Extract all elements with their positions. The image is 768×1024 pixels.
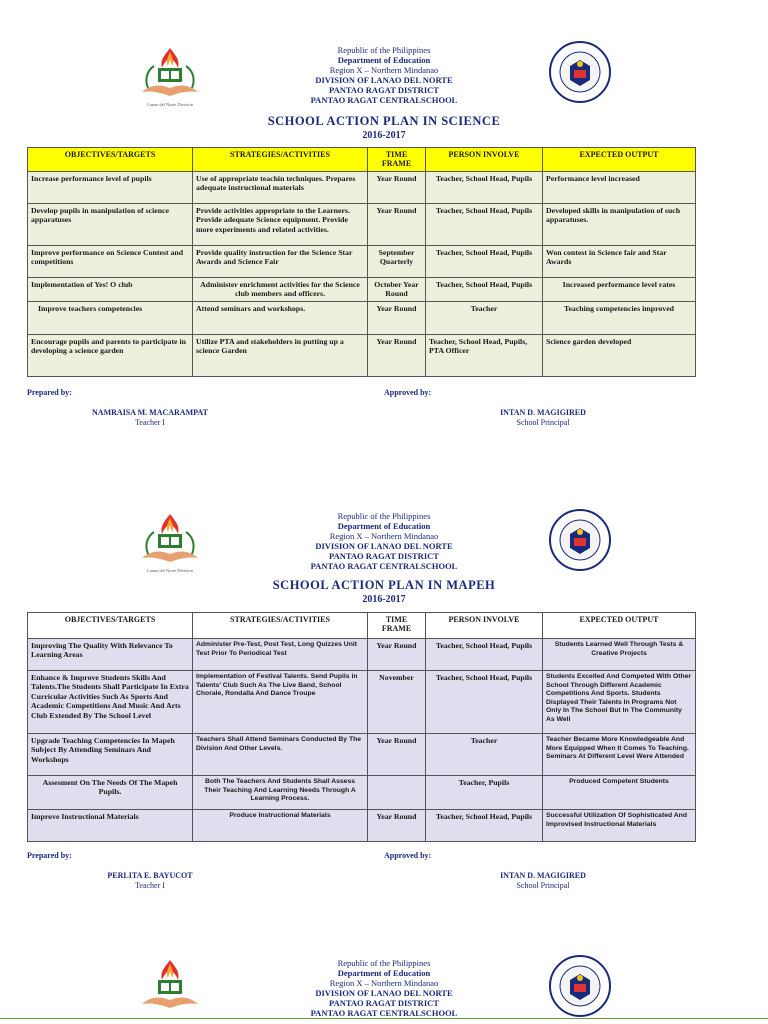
table-row: [28, 171, 696, 203]
output-cell: Students Excelled And Competed With Other School Through Different Academic Competitions And Sports. Students Displayed Their Talents In Programs Not Only In The School But In The Community As Well: [543, 671, 696, 734]
time-cell: Year Round: [368, 810, 426, 842]
output-cell: Produced Competent Students: [543, 776, 696, 810]
person-cell: Teacher, School Head, Pupils: [426, 245, 543, 277]
output-cell: Developed skills in manipulation of such apparatuses.: [543, 203, 696, 245]
district-label: PANTAO RAGAT DISTRICT: [329, 85, 439, 95]
strategy-cell: Administer Pre-Test, Post Test, Long Quizzes Unit Test Prior To Periodical Test: [193, 639, 368, 671]
science-plan-table: [27, 147, 696, 377]
region-label: Region X – Northern Mindanao: [329, 531, 439, 541]
district-label: PANTAO RAGAT DISTRICT: [329, 998, 439, 1008]
time-cell: Year Round: [368, 334, 426, 376]
approver-role: School Principal: [516, 881, 570, 890]
approver-role: School Principal: [516, 418, 570, 427]
school-label: PANTAO RAGAT CENTRALSCHOOL: [310, 561, 458, 571]
output-cell: Science garden developed: [543, 334, 696, 376]
person-cell: Teacher: [426, 301, 543, 334]
table-row: [28, 671, 696, 734]
col-header: PERSON INVOLVE: [426, 148, 543, 172]
output-cell: Successful Utilization Of Sophisticated And Improvised Instructional Materials: [543, 810, 696, 842]
mapeh-plan-table: [27, 612, 696, 842]
strategy-cell: Produce Instructional Materials: [193, 810, 368, 842]
republic-label: Republic of the Philippines: [337, 45, 431, 55]
col-header: STRATEGIES/ACTIVITIES: [193, 613, 368, 639]
preparer-name: PERLITA E. BAYUCOT: [107, 871, 193, 880]
col-header: STRATEGIES/ACTIVITIES: [193, 148, 368, 172]
division-label: DIVISION OF LANAO DEL NORTE: [315, 75, 453, 85]
time-cell: Year Round: [368, 203, 426, 245]
person-cell: Teacher, School Head, Pupils: [426, 203, 543, 245]
col-header: OBJECTIVES/TARGETS: [28, 148, 193, 172]
person-cell: Teacher, School Head, Pupils: [426, 810, 543, 842]
preparer-role: Teacher I: [135, 418, 165, 427]
objective-cell: Enhance & Improve Students Skills And Talents.The Students Shall Participate In Extra Curricular Activities Such As Sports And Academic Competitions And Music And Arts Club Extended By The School Level: [28, 671, 193, 734]
table-row: [28, 639, 696, 671]
col-header: PERSON INVOLVE: [426, 613, 543, 639]
col-header: EXPECTED OUTPUT: [543, 148, 696, 172]
table-header-row: [28, 148, 696, 172]
objective-cell: Improve teachers competencies: [28, 301, 193, 334]
col-header: TIME FRAME: [368, 613, 426, 639]
mapeh-title: SCHOOL ACTION PLAN IN MAPEH: [272, 578, 496, 592]
region-label: Region X – Northern Mindanao: [329, 65, 439, 75]
table-row: [28, 245, 696, 277]
strategy-cell: Provide quality instruction for the Science Star Awards and Science Fair: [193, 245, 368, 277]
time-cell: Year Round: [368, 171, 426, 203]
person-cell: Teacher, School Head, Pupils: [426, 671, 543, 734]
table-row: [28, 810, 696, 842]
approved-by-label: Approved by:: [384, 851, 432, 860]
strategy-cell: Implementation of Festival Talents. Send Pupils in Talents' Club Such As The Live Band, School Chorale, Rondalla And Dance Troupe: [193, 671, 368, 734]
objective-cell: Improve Instructional Materials: [28, 810, 193, 842]
school-header: [0, 511, 768, 571]
republic-label: Republic of the Philippines: [337, 958, 431, 968]
table-row: [28, 301, 696, 334]
person-cell: Teacher, School Head, Pupils, PTA Officer: [426, 334, 543, 376]
logo-caption: Lanao del Norte Division: [147, 568, 193, 573]
person-cell: Teacher: [426, 734, 543, 776]
strategy-cell: Provide activities appropriate to the Learners. Provide adequate Science equipment. Provide more experiments and related activities.: [193, 203, 368, 245]
strategy-cell: Attend seminars and workshops.: [193, 301, 368, 334]
approved-by-label: Approved by:: [384, 388, 432, 397]
strategy-cell: Use of appropriate teachin techniques. Prepares adequate instructional materials: [193, 171, 368, 203]
objective-cell: Improving The Quality With Relevance To Learning Areas: [28, 639, 193, 671]
objective-cell: Increase performance level of pupils: [28, 171, 193, 203]
logo-caption: Lanao del Norte Division: [147, 102, 193, 107]
republic-label: Republic of the Philippines: [337, 511, 431, 521]
approver-name: INTAN D. MAGIGIRED: [500, 408, 586, 417]
department-label: Department of Education: [337, 55, 431, 65]
table-row: [28, 277, 696, 301]
strategy-cell: Utilize PTA and stakeholders in putting up a science Garden: [193, 334, 368, 376]
output-cell: Teacher Became More Knowledgeable And More Equipped When It Comes To Teaching. Seminars At Different Level Were Attended: [543, 734, 696, 776]
col-header: EXPECTED OUTPUT: [543, 613, 696, 639]
table-header-row: [28, 613, 696, 639]
time-cell: November: [368, 671, 426, 734]
prepared-by-label: Prepared by:: [27, 388, 72, 397]
strategy-cell: Teachers Shall Attend Seminars Conducted By The Division And Other Levels.: [193, 734, 368, 776]
time-cell: [368, 776, 426, 810]
objective-cell: Develop pupils in manipulation of science apparatuses: [28, 203, 193, 245]
time-cell: October Year Round: [368, 277, 426, 301]
science-title: SCHOOL ACTION PLAN IN SCIENCE: [267, 114, 501, 128]
strategy-cell: Both The Teachers And Students Shall Assess Their Teaching And Learning Needs Through A Learning Process.: [193, 776, 368, 810]
school-label: PANTAO RAGAT CENTRALSCHOOL: [310, 1008, 458, 1018]
preparer-name: NAMRAISA M. MACARAMPAT: [92, 408, 208, 417]
division-label: DIVISION OF LANAO DEL NORTE: [315, 988, 453, 998]
mapeh-year: 2016-2017: [362, 594, 406, 605]
table-row: [28, 734, 696, 776]
region-label: Region X – Northern Mindanao: [329, 978, 439, 988]
person-cell: Teacher, School Head, Pupils: [426, 171, 543, 203]
approver-name: INTAN D. MAGIGIRED: [500, 871, 586, 880]
objective-cell: Encourage pupils and parents to participate in developing a science garden: [28, 334, 193, 376]
objective-cell: Upgrade Teaching Competencies In Mapeh Subject By Attending Seminars And Workshops: [28, 734, 193, 776]
table-row: [28, 203, 696, 245]
col-header: TIME FRAME: [368, 148, 426, 172]
school-header: [0, 958, 768, 1018]
school-header: [0, 45, 768, 105]
department-label: Department of Education: [337, 521, 431, 531]
time-cell: Year Round: [368, 734, 426, 776]
division-label: DIVISION OF LANAO DEL NORTE: [315, 541, 453, 551]
science-year: 2016-2017: [362, 130, 406, 141]
output-cell: Students Learned Well Through Tests & Creative Projects: [543, 639, 696, 671]
district-label: PANTAO RAGAT DISTRICT: [329, 551, 439, 561]
col-header: OBJECTIVES/TARGETS: [28, 613, 193, 639]
output-cell: Performance level increased: [543, 171, 696, 203]
objective-cell: Implementation of Yes! O club: [28, 277, 193, 301]
table-row: [28, 776, 696, 810]
output-cell: Teaching competencies improved: [543, 301, 696, 334]
person-cell: Teacher, Pupils: [426, 776, 543, 810]
person-cell: Teacher, School Head, Pupils: [426, 277, 543, 301]
department-label: Department of Education: [337, 968, 431, 978]
time-cell: Year Round: [368, 301, 426, 334]
objective-cell: Improve performance on Science Contest and competitions: [28, 245, 193, 277]
school-label: PANTAO RAGAT CENTRALSCHOOL: [310, 95, 458, 105]
person-cell: Teacher, School Head, Pupils: [426, 639, 543, 671]
table-row: [28, 334, 696, 376]
time-cell: Year Round: [368, 639, 426, 671]
output-cell: Increased performance level rates: [543, 277, 696, 301]
page-divider: [0, 1018, 768, 1019]
output-cell: Won contest in Science fair and Star Awards: [543, 245, 696, 277]
prepared-by-label: Prepared by:: [27, 851, 72, 860]
time-cell: September Quarterly: [368, 245, 426, 277]
preparer-role: Teacher I: [135, 881, 165, 890]
objective-cell: Assesment On The Needs Of The Mapeh Pupils.: [28, 776, 193, 810]
strategy-cell: Administer enrichment activities for the Science club members and officers.: [193, 277, 368, 301]
